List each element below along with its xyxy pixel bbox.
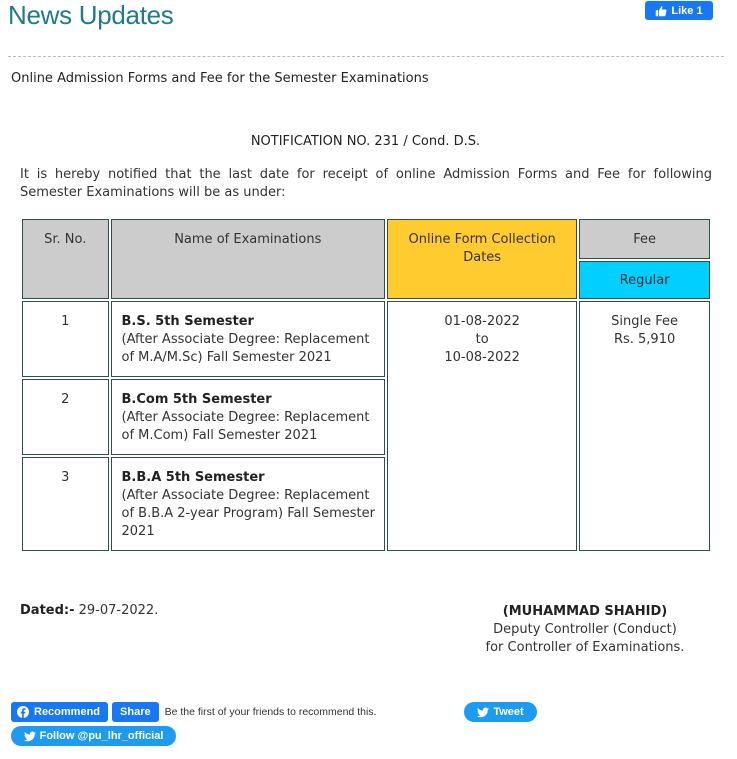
facebook-icon [17, 706, 29, 718]
exam-title: B.Com 5th Semester [121, 392, 272, 407]
dated-line [20, 603, 158, 618]
exam-detail: (After Associate Degree: Replacement of B.B.A 2-year Program) Fall Semester 2021 [121, 488, 375, 539]
row-exam-name [111, 301, 386, 377]
dated-label: Dated:- [20, 603, 75, 618]
signature-block [460, 603, 710, 657]
exam-detail: (After Associate Degree: Replacement of M.Com) Fall Semester 2021 [121, 410, 370, 443]
date-from: 01-08-2022 [444, 314, 520, 329]
tweet-button[interactable] [464, 702, 537, 722]
like-label: Like 1 [671, 4, 703, 17]
facebook-like-button[interactable] [645, 1, 713, 20]
page-title: News Updates [8, 0, 174, 30]
recommend-label: Recommend [34, 706, 101, 718]
date-to-word: to [475, 332, 489, 347]
row-sr-no: 3 [22, 457, 109, 551]
dated-value: 29-07-2022. [78, 603, 159, 618]
exam-detail: (After Associate Degree: Replacement of M.A/M.Sc) Fall Semester 2021 [121, 332, 370, 365]
fee-type: Single Fee [611, 314, 679, 329]
signatory-title: Deputy Controller (Conduct) [493, 622, 677, 637]
twitter-follow-button[interactable] [11, 726, 176, 746]
header-fee: Fee [579, 219, 710, 259]
twitter-bird-icon [24, 731, 36, 742]
exam-schedule-table [20, 217, 712, 553]
header-collection-dates: Online Form Collection Dates [387, 219, 577, 299]
header-sr-no: Sr. No. [22, 219, 109, 299]
exam-title: B.B.A 5th Semester [121, 470, 265, 485]
twitter-bird-icon [477, 707, 489, 718]
date-to: 10-08-2022 [444, 350, 520, 365]
row-exam-name [111, 379, 386, 455]
header-exam-name: Name of Examinations [111, 219, 386, 299]
fee-amount: Rs. 5,910 [613, 332, 676, 347]
fee-cell [579, 301, 710, 551]
exam-title: B.S. 5th Semester [121, 314, 254, 329]
notice-intro: It is hereby notified that the last date for receipt of online Admission Forms and Fee for following Semester Examinations will be as under: [20, 167, 712, 200]
tweet-label: Tweet [493, 706, 524, 718]
notice-subtitle: Online Admission Forms and Fee for the Semester Examinations [11, 71, 429, 86]
signatory-for: for Controller of Examinations. [485, 640, 685, 655]
header-fee-regular: Regular [579, 261, 710, 299]
row-exam-name [111, 457, 386, 551]
table-row [22, 301, 710, 377]
facebook-social-bar [11, 702, 376, 722]
collection-dates-cell [387, 301, 577, 551]
row-sr-no: 2 [22, 379, 109, 455]
share-button[interactable]: Share [112, 702, 159, 722]
row-sr-no: 1 [22, 301, 109, 377]
recommend-prompt: Be the first of your friends to recommend this. [164, 706, 377, 718]
recommend-button[interactable] [11, 702, 108, 722]
follow-label: Follow @pu_lhr_official [39, 730, 164, 742]
thumbs-up-icon [655, 5, 667, 17]
signatory-name: (MUHAMMAD SHAHID) [502, 604, 668, 619]
notification-number: NOTIFICATION NO. 231 / Cond. D.S. [250, 134, 481, 149]
title-divider [8, 56, 724, 57]
